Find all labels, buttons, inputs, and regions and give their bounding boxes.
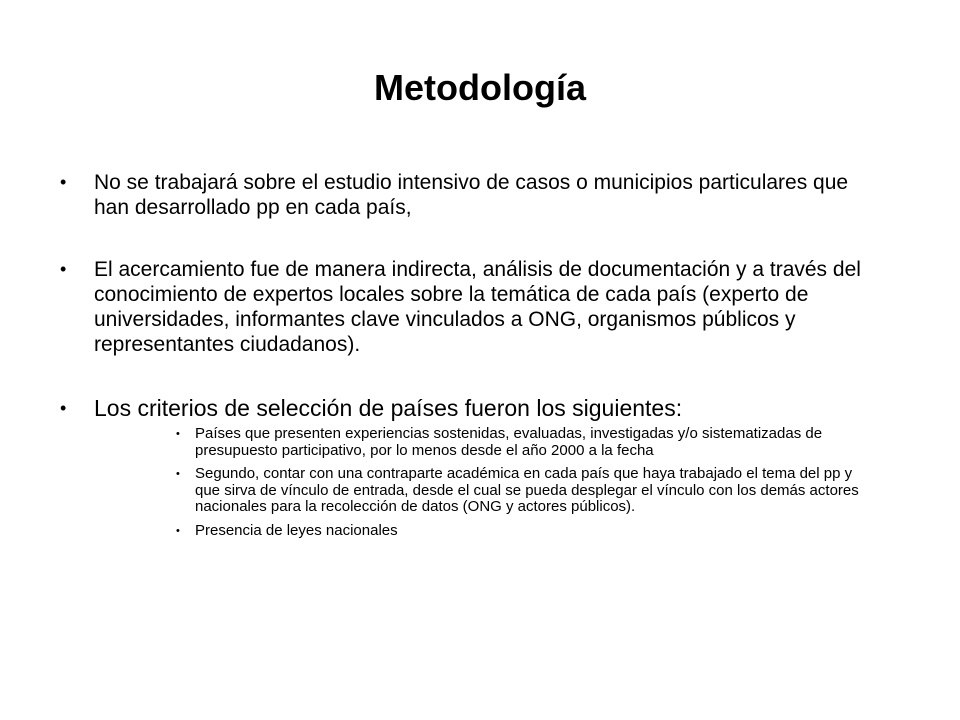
bullet-item [60, 257, 880, 357]
sub-bullet-icon: • [176, 428, 180, 440]
slide-title: Metodología [374, 67, 586, 108]
bullet-icon: • [60, 259, 67, 279]
bullet-item [60, 394, 880, 422]
sub-bullet-item [176, 466, 875, 516]
sub-bullet-text: Presencia de leyes nacionales [195, 521, 398, 539]
bullet-text: El acercamiento fue de manera indirecta, análisis de documentación y a través del conocimiento de expertos locales sobre la temática de cada país (experto de universidades, informantes clave vinculados a ONG, organismos públicos y representantes ciudadanos). [94, 258, 861, 356]
sub-bullet-item [176, 523, 875, 540]
slide-content [60, 170, 880, 546]
sub-bullet-text: Segundo, contar con una contraparte académica en cada país que haya trabajado el tema del pp y que sirva de vínculo de entrada, desde el cual se pueda desplegar el vínculo con los demás actores nacionales para la recolección de datos (ONG y actores públicos). [195, 465, 859, 515]
sub-bullet-list [60, 426, 880, 539]
bullet-icon: • [60, 398, 67, 418]
bullet-text: No se trabajará sobre el estudio intensivo de casos o municipios particulares que han desarrollado pp en cada país, [94, 171, 849, 219]
sub-bullet-icon: • [176, 524, 180, 537]
sub-bullet-icon: • [176, 468, 180, 480]
sub-bullet-item [176, 426, 875, 459]
bullet-icon: • [60, 172, 67, 192]
bullet-item [60, 170, 880, 220]
sub-bullet-text: Países que presenten experiencias sostenidas, evaluadas, investigadas y/o sistematizadas de presupuesto participativo, por lo menos desde el año 2000 a la fecha [195, 425, 823, 459]
bullet-text: Los criterios de selección de países fueron los siguientes: [94, 395, 683, 421]
